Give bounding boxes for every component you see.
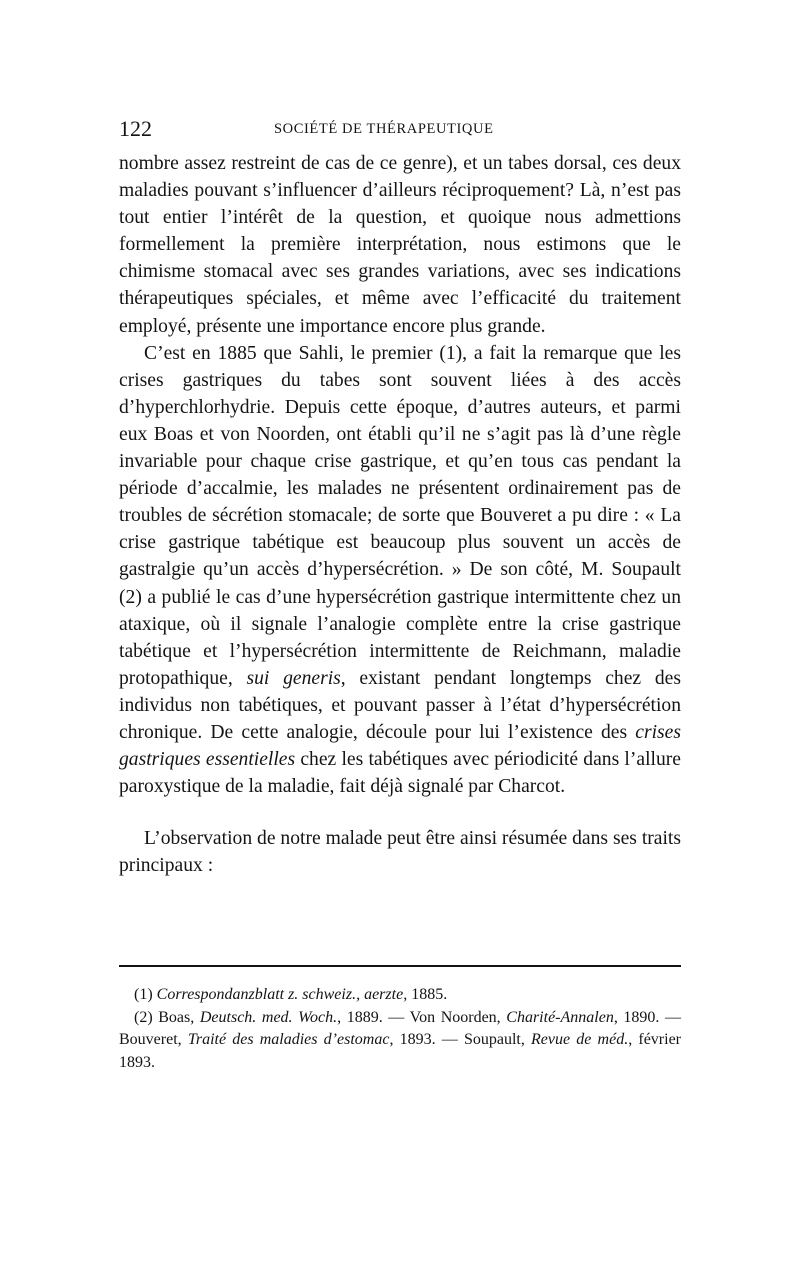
footnote-1-year: , 1885. [403,986,448,1003]
footnote-1 [119,984,681,1007]
paragraph-2 [119,340,681,801]
footnote-2-journal-charite: Charité-Annalen [506,1008,614,1026]
footnote-2-text-b: , 1889. — Von Noorden, [337,1008,507,1026]
page-number: 122 [119,116,152,141]
footnote-2-journal-deutsch: Deutsch. med. Woch. [199,1008,338,1026]
footnote-2-text-c: , 1890. — Bouveret, [119,1008,682,1048]
paragraph-2-italic-sui-generis: sui generis [246,667,341,689]
paragraph-3 [119,825,681,879]
footnote-1-journal: Correspondanzblatt z. schweiz., aerzte [156,986,404,1003]
footnotes [119,984,681,1074]
body-text [119,150,681,879]
paragraph-3-text: L’observation de notre malade peut être ainsi résumée dans ses traits principaux : [119,828,681,877]
paragraph-1 [119,150,681,340]
footnote-2-text-a: (2) Boas, [134,1008,200,1026]
footnote-2-text-d: , 1893. — Soupault, [389,1031,532,1048]
footnote-2-traite: Traité des maladies d’estomac [187,1031,390,1048]
footnote-1-marker: (1) [134,986,157,1003]
running-title: SOCIÉTÉ DE THÉRAPEUTIQUE [274,121,494,137]
footnote-rule [119,965,681,967]
page-header [119,116,681,140]
paragraph-1-text: nombre assez restreint de cas de ce genre), et un tabes dorsal, ces deux maladies pouvant s’influencer d’ailleurs réciproquement? Là, n’est pas tout entier l’intérêt de la question, et quoique nous admettions formellement la première interprétation, nous estimons que le chimisme stomacal avec ses grandes variations, avec ses indications thérapeutiques spéciales, et même avec l’efficacité du traitement employé, présente une importance encore plus grande. [119,153,681,337]
paragraph-2-text-c: chez les tabétiques avec périodicité dans l’allure paroxystique de la maladie, fait déjà signalé par Charcot. [119,749,681,798]
footnote-2-revue: Revue de méd. [531,1031,629,1048]
paragraph-2-italic-crises: crises gastriques essentielles [119,721,681,771]
paragraph-2-text-b: , existant pendant longtemps chez des individus non tabétiques, et pouvant passer à l’état d’hypersécrétion chronique. De cette analogie, découle pour lui l’existence des [119,667,681,743]
footnote-2 [119,1007,681,1075]
footnote-2-text-e: , février 1893. [119,1031,682,1071]
paragraph-2-text-a: C’est en 1885 que Sahli, le premier (1), a fait la remarque que les crises gastriques du tabes sont souvent liées à des accès d’hyperchlorhydrie. Depuis cette époque, d’autres auteurs, et parmi eux Boas et von Noorden, ont établi qu’il ne s’agit pas là d’une règle invariable pour chaque crise gastrique, et qu’en tous cas pendant la période d’accalmie, les malades ne présentent ordinairement pas de troubles de sécrétion stomacale; de sorte que Bouveret a pu dire : « La crise gastrique tabétique est beaucoup plus souvent un accès de gastralgie qu’un accès d’hypersécrétion. » De son côté, M. Soupault (2) a publié le cas d’une hypersécrétion gastrique intermittente chez un ataxique, où il signale l’analogie complète entre la crise gastrique tabétique et l’hypersécrétion intermittente de Reichmann, maladie protopathique, [119,342,681,689]
